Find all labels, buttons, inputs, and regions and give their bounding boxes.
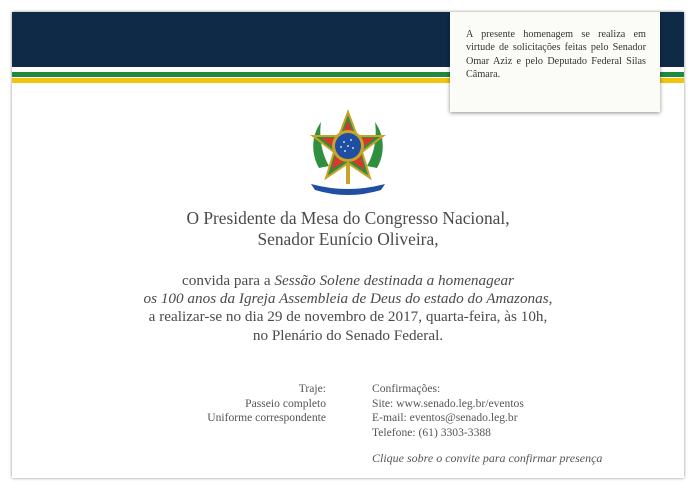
presiding-officer-name: Senador Eunício Oliveira, [257, 229, 439, 249]
invitation-line-1-italic: Sessão Solene destinada a homenagear [274, 272, 514, 289]
invitation-line-1 [12, 272, 684, 290]
invitation-line-2 [12, 290, 684, 308]
invitation-line-2-italic: os 100 anos da Igreja Assembleia de Deus do estado do Amazonas [143, 290, 549, 307]
confirm-attendance-link[interactable]: Clique sobre o convite para confirmar presença [372, 451, 603, 465]
invitation-line-3: a realizar-se no dia 29 de novembro de 2017, quarta-feira, às 10h, [148, 308, 548, 325]
dress-code-option-2: Uniforme correspondente [207, 411, 326, 425]
dress-code-label: Traje: [298, 382, 326, 395]
dress-code-option-1: Passeio completo [245, 396, 326, 410]
dress-code-block [126, 382, 326, 426]
confirmation-label: Confirmações: [372, 382, 441, 395]
invitation-line-2-suffix: , [548, 290, 553, 307]
homage-note-text: A presente homenagem se realiza em virtude de solicitações feitas pelo Senador Omar Aziz e pelo Deputado Federal Silas Câmara. [466, 29, 646, 81]
invitation-line-4: no Plenário do Senado Federal. [252, 327, 444, 344]
invitation-card[interactable] [12, 12, 684, 478]
confirmation-block [372, 382, 652, 440]
invitation-line-1-prefix: convida para a [182, 272, 275, 289]
confirmation-phone: Telefone: (61) 3303-3388 [372, 425, 491, 439]
presiding-officer-line: O Presidente da Mesa do Congresso Nacional, [186, 208, 510, 228]
confirmation-email[interactable]: E-mail: eventos@senado.leg.br [372, 411, 518, 425]
brazil-coat-of-arms-icon [305, 106, 391, 196]
homage-note [450, 12, 660, 112]
confirmation-site[interactable]: Site: www.senado.leg.br/eventos [372, 396, 524, 410]
